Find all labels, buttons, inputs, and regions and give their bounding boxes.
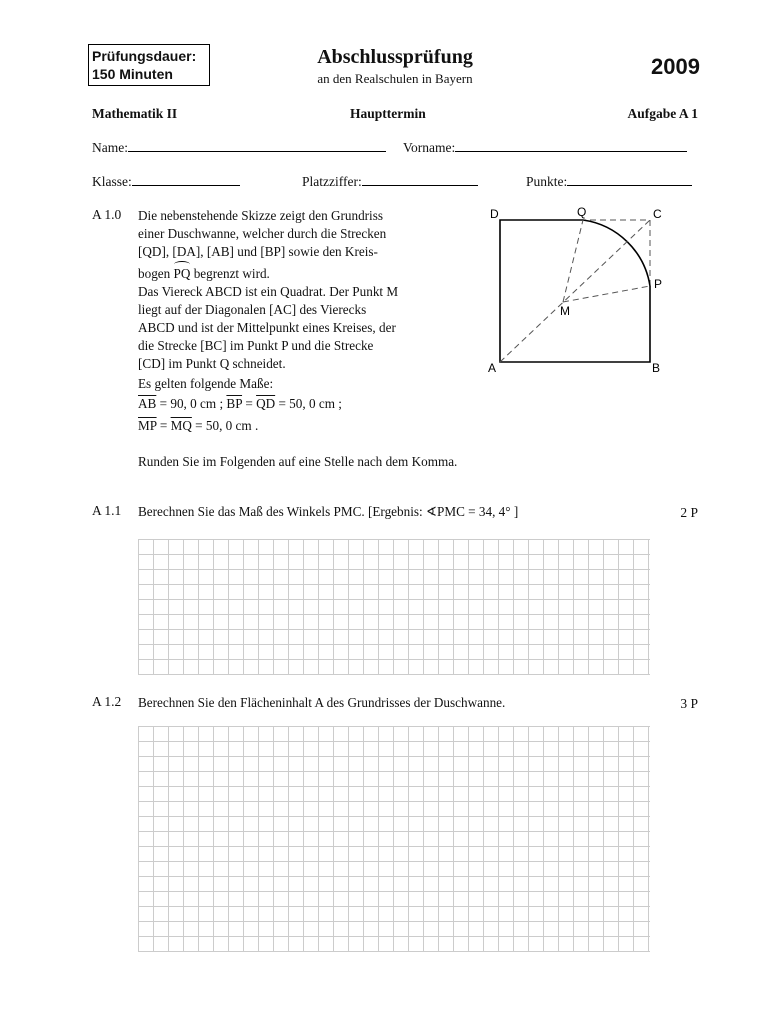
platzziffer-label: Platzziffer: [302,174,362,189]
text: = 50, 0 cm . [191,418,259,433]
exam-subtitle: an den Realschulen in Bayern [317,71,473,86]
a11-label: A 1.1 [92,503,122,518]
platzziffer-field[interactable] [302,173,478,190]
klasse-line[interactable] [132,173,240,186]
exam-year: 2009 [651,54,700,79]
a10-line: Es gelten folgende Maße: [138,376,274,391]
a10-line: ABCD und ist der Mittelpunkt eines Kreises, der [138,320,396,335]
klasse-field[interactable] [92,173,240,190]
a11-text: Berechnen Sie das Maß des Winkels PMC. [Ergebnis: ∢PMC = 34, 4° ] [138,504,519,519]
exam-title: Abschlussprüfung [317,46,473,68]
text: begrenzt wird. [190,266,270,281]
vorname-label: Vorname: [403,140,456,155]
a10-line: Die nebenstehende Skizze zeigt den Grundriss [138,208,383,223]
name-line[interactable] [128,139,386,152]
a10-label: A 1.0 [92,207,122,222]
a12-text: Berechnen Sie den Flächeninhalt A des Grundrisses der Duschwanne. [138,695,506,710]
answer-grid-a12[interactable] [138,726,650,952]
a11-points: 2 P [680,505,698,520]
label-p: P [654,277,663,291]
text: = [156,418,171,433]
a10-line [138,265,453,283]
answer-grid-a11[interactable] [138,539,650,675]
text: bogen [138,266,174,281]
label-a: A [488,361,497,375]
a10-line: die Strecke [BC] im Punkt P und die Strecke [138,338,374,353]
arc-pq: PQ [173,266,191,281]
measure-line-1 [138,395,453,413]
rounding-note: Runden Sie im Folgenden auf eine Stelle nach dem Komma. [138,454,458,469]
label-m: M [560,304,570,318]
a12-label: A 1.2 [92,694,122,709]
vorname-field[interactable] [403,139,687,156]
diagonal-ac [500,220,650,362]
a12-points: 3 P [680,696,698,711]
klasse-label: Klasse: [92,174,132,189]
name-label: Name: [92,140,128,155]
segment-mp-line [563,286,650,302]
label-d: D [490,207,499,221]
duration-value: 150 Minuten [92,66,173,82]
segment-ab: $\overline{AB}$ [138,396,157,411]
a10-line: [QD], [DA], [AB] und [BP] sowie den Kreis- [138,244,378,259]
vorname-line[interactable] [455,139,687,152]
duration-box [88,44,210,86]
a10-line: liegt auf der Diagonalen [AC] des Vierecks [138,302,367,317]
segment-bp: $\overline{BP}$ [226,396,243,411]
label-c: C [653,207,662,221]
duration-label: Prüfungsdauer: [92,48,197,64]
term-label: Haupttermin [350,106,426,121]
label-q: Q [577,205,587,219]
text: = 90, 0 cm ; [156,396,227,411]
punkte-field[interactable] [526,173,692,190]
segment-mp: $\overline{MP}$ [138,418,157,433]
segment-mq: $\overline{MQ}$ [170,418,192,433]
a10-text [138,207,453,435]
label-b: B [652,361,661,375]
a10-line: einer Duschwanne, welcher durch die Strecken [138,226,387,241]
shower-sketch [480,202,670,382]
punkte-line[interactable] [567,173,692,186]
text: = 50, 0 cm ; [275,396,342,411]
a10-line: [CD] im Punkt Q schneidet. [138,356,286,371]
task-label: Aufgabe A 1 [627,106,698,121]
segment-mq-line [563,220,583,302]
a10-line: Das Viereck ABCD ist ein Quadrat. Der Punkt M [138,284,399,299]
measure-line-2 [138,417,453,435]
subject-label: Mathematik II [92,106,178,121]
segment-qd: $\overline{QD}$ [256,396,276,411]
punkte-label: Punkte: [526,174,568,189]
name-field[interactable] [92,139,386,156]
platzziffer-line[interactable] [362,173,478,186]
text: = [242,396,257,411]
